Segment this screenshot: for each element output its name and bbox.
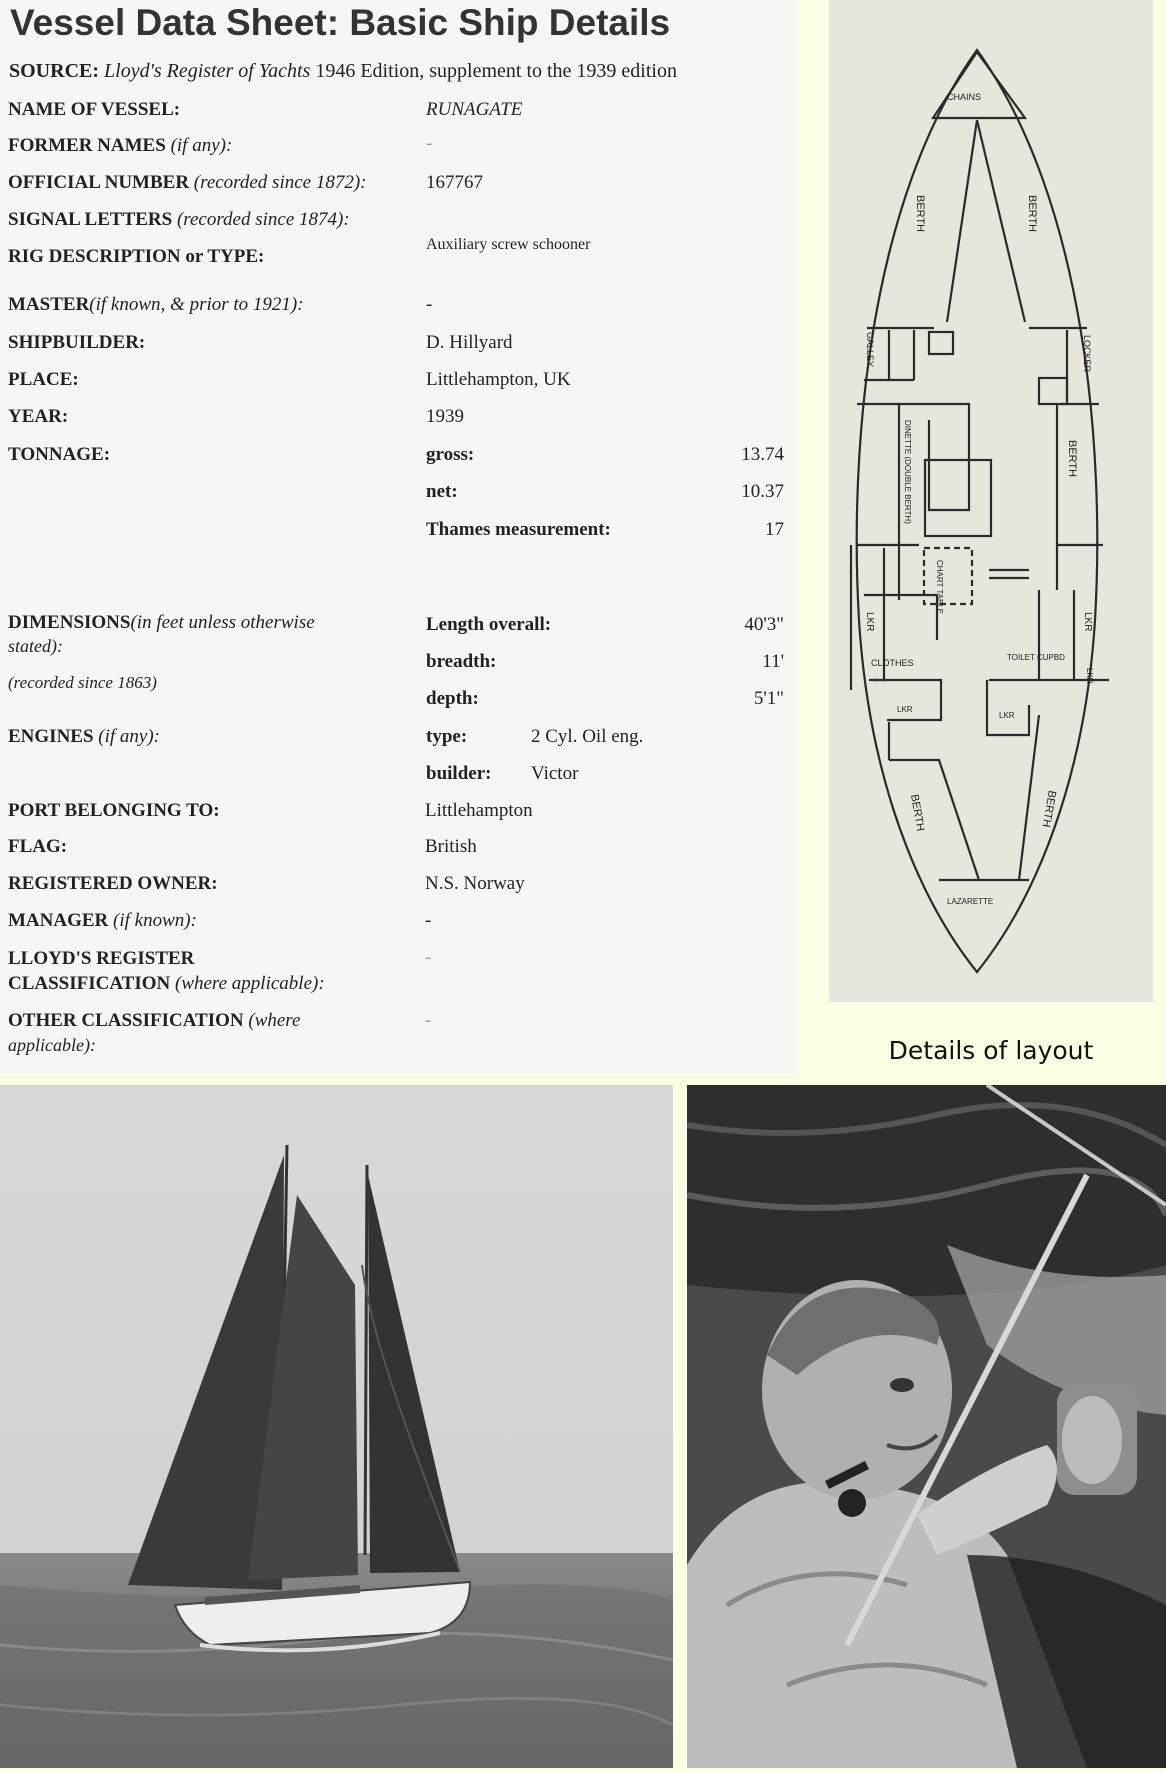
thames-value: 17 (765, 519, 784, 540)
official-number-value: 167767 (426, 172, 483, 193)
other-classification-note: applicable): (8, 1035, 96, 1055)
engine-type-value: 2 Cyl. Oil eng. (531, 726, 644, 747)
year-value: 1939 (426, 406, 464, 427)
plan-label-galley: GALLEY (865, 332, 875, 368)
length-overall-value: 40'3" (744, 614, 784, 635)
rig-value: Auxiliary screw schooner (426, 236, 591, 253)
depth-value: 5'1" (753, 688, 784, 709)
port-label: PORT BELONGING TO: (8, 800, 220, 821)
schooner-photo (0, 1085, 673, 1768)
former-names-value: - (426, 133, 433, 154)
schooner-under-sail-icon (0, 1085, 673, 1768)
lloyds-label-line2: CLASSIFICATION (where applicable): (8, 973, 325, 994)
official-number-label: OFFICIAL NUMBER (recorded since 1872): (8, 172, 367, 193)
manager-value: - (425, 910, 432, 931)
plan-label-lkr-left: LKR (864, 612, 875, 632)
other-classification-value: - (425, 1010, 432, 1031)
vessel-name: RUNAGATE (426, 99, 523, 120)
owner-label: REGISTERED OWNER: (8, 873, 218, 894)
other-classification-label: OTHER CLASSIFICATION (where (8, 1010, 301, 1031)
port-value: Littlehampton (425, 800, 533, 821)
plan-label-lkr-small: LKR (1085, 668, 1094, 684)
deck-plan-image (829, 0, 1153, 1002)
engine-type-label: type: (426, 726, 468, 747)
plan-label-berth-mid: BERTH (1066, 440, 1078, 478)
signal-letters-label: SIGNAL LETTERS (recorded since 1874): (8, 209, 350, 230)
manager-label: MANAGER (if known): (8, 910, 197, 931)
gross-value: 13.74 (741, 444, 784, 465)
dimensions-recorded-note: (recorded since 1863) (8, 673, 157, 692)
plan-label-lkr-right: LKR (1082, 612, 1093, 632)
owner-value: N.S. Norway (425, 873, 525, 894)
tonnage-label: TONNAGE: (8, 444, 111, 465)
man-at-wheel-icon (687, 1085, 1166, 1768)
source-line (9, 60, 677, 83)
man-photo (687, 1085, 1166, 1768)
net-label: net: (426, 481, 458, 502)
plan-label-clothes: CLOTHES (871, 658, 914, 668)
thames-label: Thames measurement: (426, 519, 611, 540)
flag-label: FLAG: (8, 836, 68, 857)
source-title: Lloyd's Register of Yachts (104, 60, 311, 82)
master-label: MASTER(if known, & prior to 1921): (8, 294, 304, 315)
lloyds-label-line1: LLOYD'S REGISTER (8, 948, 195, 969)
master-value: - (426, 294, 433, 315)
former-names-label: FORMER NAMES (if any): (8, 135, 233, 156)
plan-label-toilet: TOILET CUPBD (1007, 653, 1065, 662)
plan-label-berth-bottom-right: BERTH (1039, 789, 1058, 829)
plan-label-berth-bottom-left: BERTH (908, 793, 927, 833)
shipbuilder-label: SHIPBUILDER: (8, 332, 146, 353)
plan-label-berth-right: BERTH (1026, 195, 1038, 233)
source-label: SOURCE: (9, 60, 100, 82)
dimensions-note: stated): (8, 636, 63, 656)
shipbuilder-value: D. Hillyard (426, 332, 513, 353)
dimensions-label: DIMENSIONS(in feet unless otherwise (8, 612, 315, 633)
plan-label-berth-left: BERTH (914, 195, 926, 233)
plan-caption: Details of layout (888, 1036, 1094, 1065)
engine-builder-label: builder: (426, 763, 492, 784)
length-overall-label: Length overall: (426, 614, 552, 635)
source-edition: 1946 Edition, supplement to the 1939 edition (315, 60, 677, 82)
year-label: YEAR: (8, 406, 69, 427)
name-row-label: NAME OF VESSEL: (8, 99, 181, 120)
place-label: PLACE: (8, 369, 79, 390)
breadth-value: 11' (762, 651, 784, 672)
rig-label: RIG DESCRIPTION or TYPE: (8, 246, 265, 267)
plan-label-lkr-b1: LKR (897, 705, 913, 714)
deck-plan-drawing (829, 0, 1153, 1002)
page-title: Vessel Data Sheet: Basic Ship Details (10, 2, 671, 43)
plan-label-chains: CHAINS (947, 92, 982, 102)
place-value: Littlehampton, UK (426, 369, 571, 390)
plan-label-chart-table: CHART TABLE (935, 560, 944, 615)
plan-label-lazarette: LAZARETTE (947, 897, 994, 906)
lloyds-value: - (425, 947, 432, 968)
vessel-data-sheet (0, 0, 797, 1073)
net-value: 10.37 (741, 481, 784, 502)
plan-label-locker: LOCKER (1082, 335, 1092, 373)
engines-label: ENGINES (if any): (8, 726, 161, 747)
flag-value: British (425, 836, 477, 857)
plan-label-lkr-b2: LKR (999, 711, 1015, 720)
engine-builder-value: Victor (531, 763, 579, 784)
plan-label-dinette: DINETTE (DOUBLE BERTH) (903, 420, 912, 524)
depth-label: depth: (426, 688, 479, 709)
breadth-label: breadth: (426, 651, 497, 672)
gross-label: gross: (426, 444, 475, 465)
